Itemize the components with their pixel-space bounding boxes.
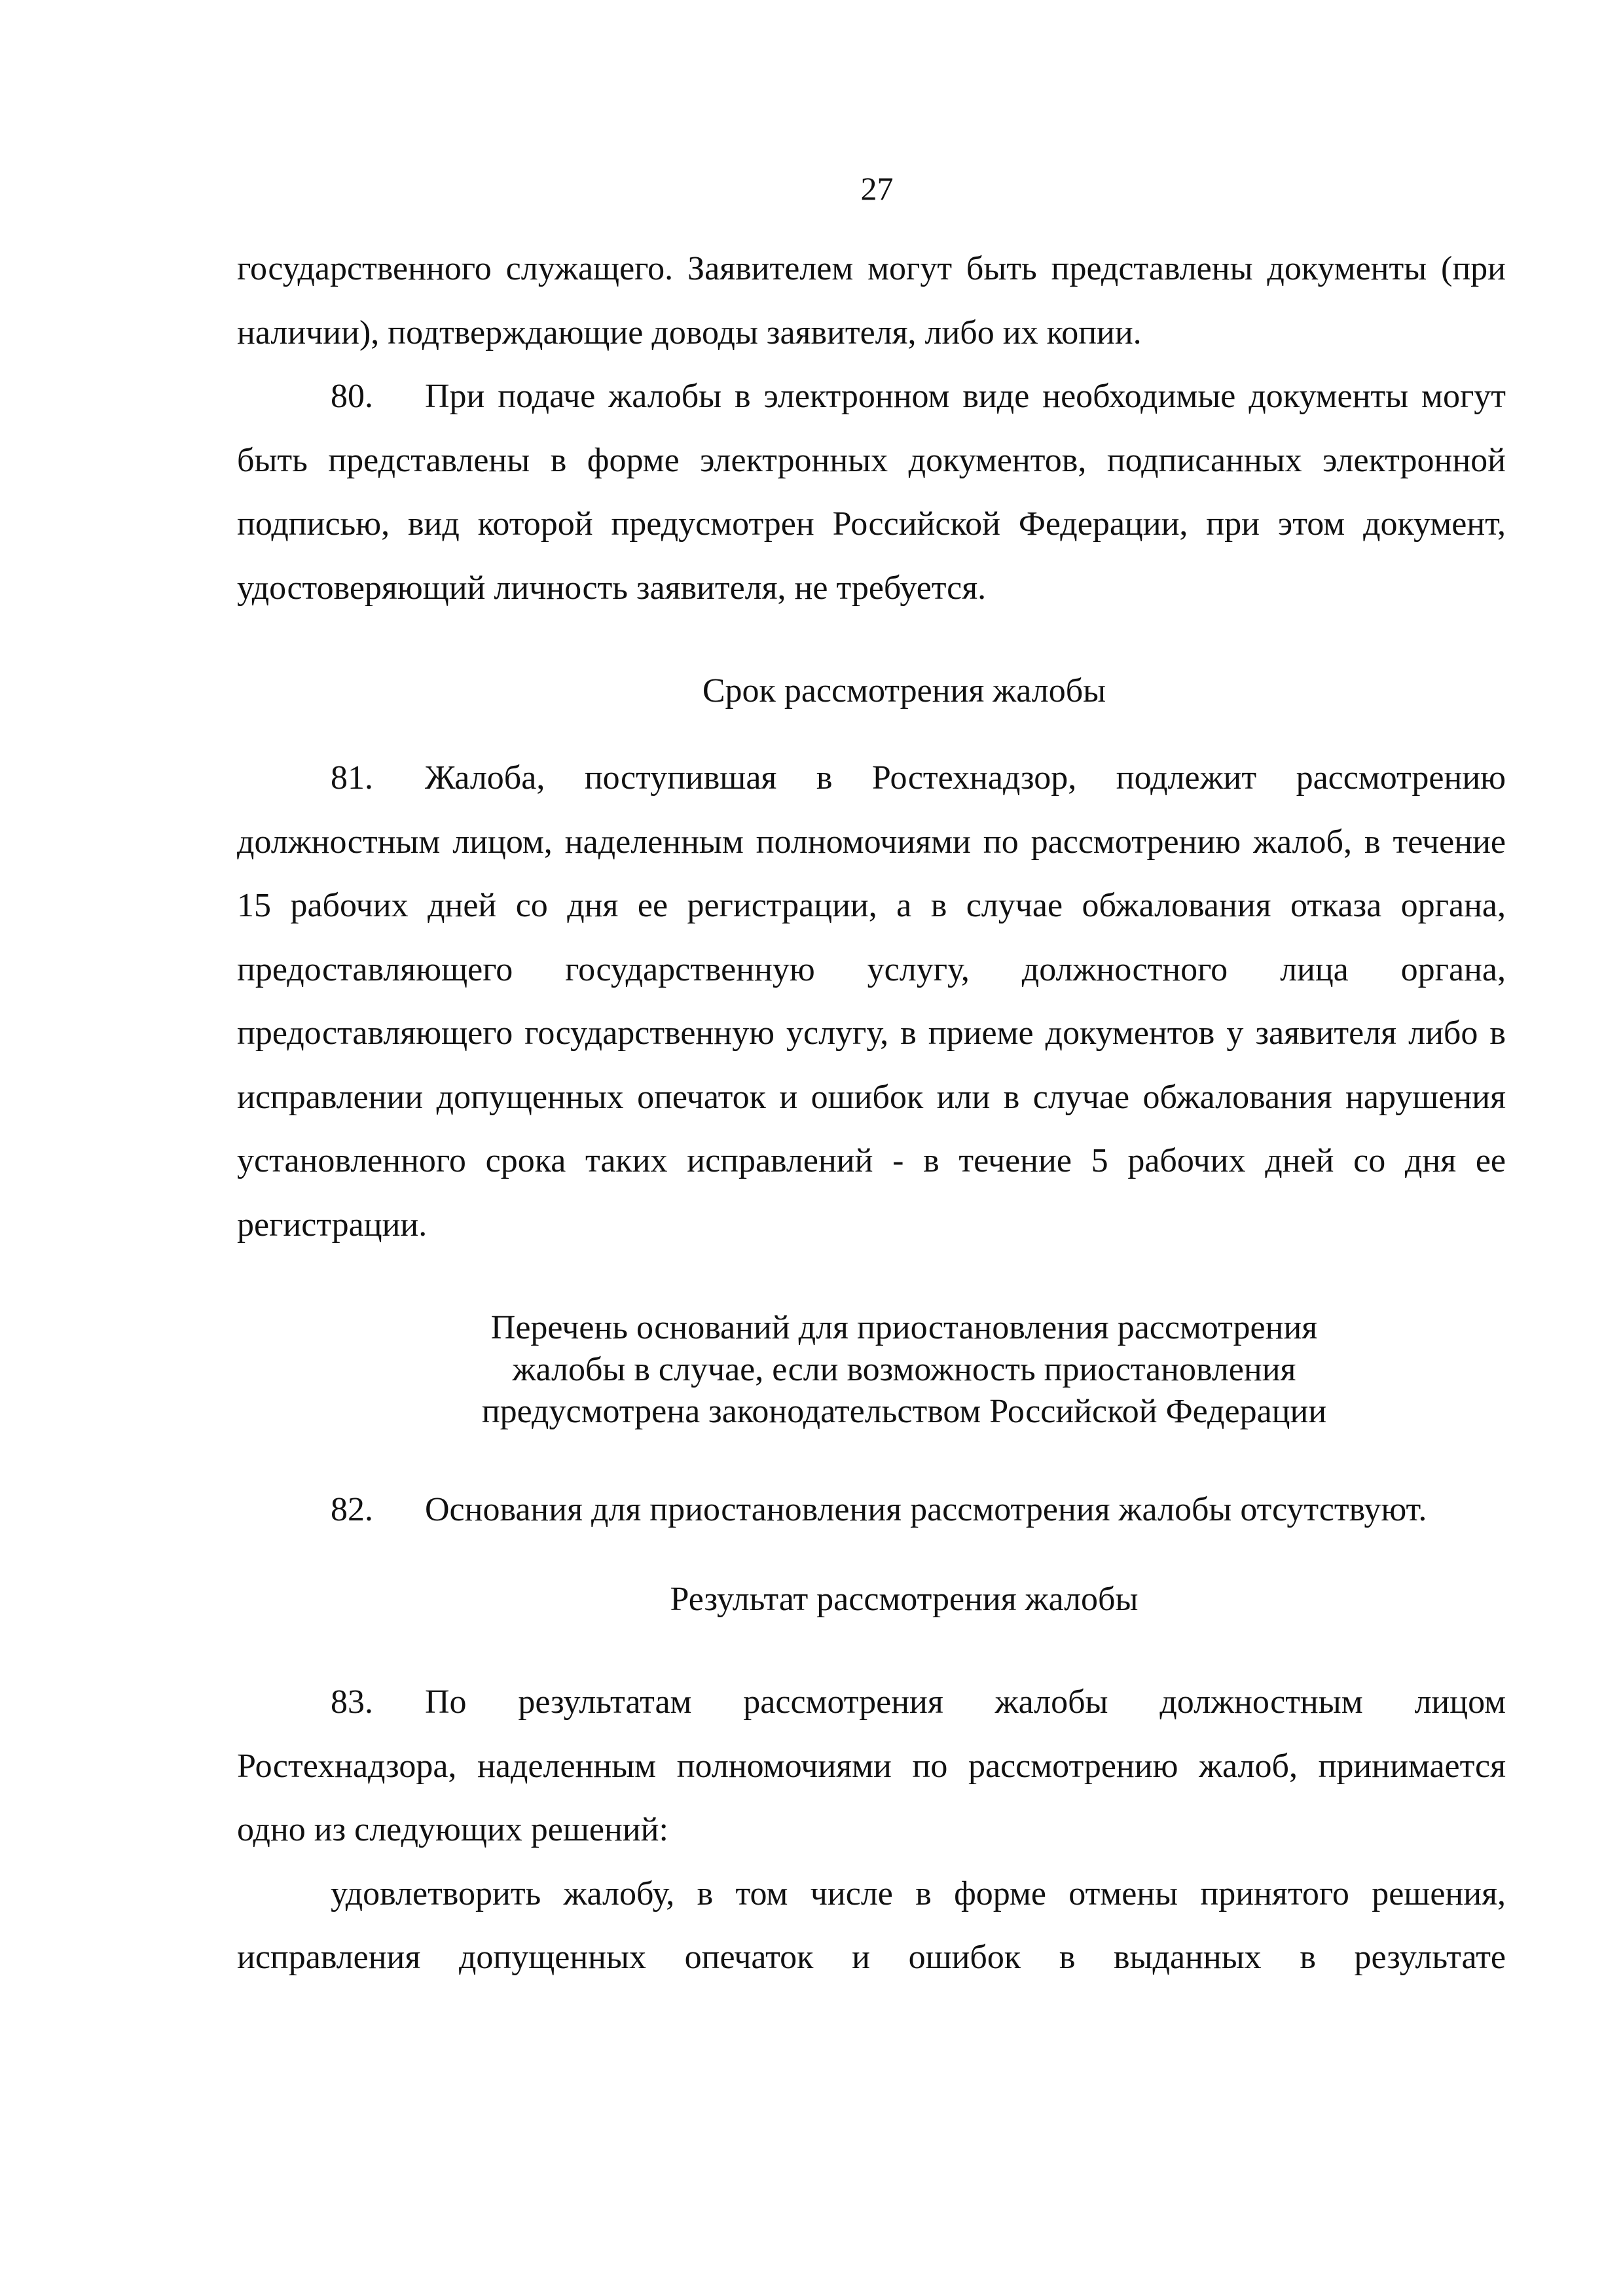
heading-suspension-line-1: Перечень оснований для приостановления рассмотрения: [490, 1309, 1318, 1346]
paragraph-81-number: 81.: [331, 759, 373, 797]
paragraph-satisfy-complaint: удовлетворить жалобу, в том числе в форме отмены принятого решения, исправления допущенных опечаток и ошибок в выданных в результате: [237, 1874, 1506, 1976]
paragraph-83-text: По результатам рассмотрения жалобы должностным лицом Ростехнадзора, наделенным полномочиями по рассмотрению жалоб, принимается одно из следующих решений:: [237, 1683, 1506, 1848]
text-block-top: [237, 237, 1506, 620]
heading-review-result: Результат рассмотрения жалобы: [670, 1581, 1139, 1618]
paragraph-82: [237, 1478, 1506, 1542]
heading-suspension-line-2: жалобы в случае, если возможность приостановления: [512, 1351, 1296, 1388]
page-number: 27: [860, 170, 894, 207]
text-block-81: [237, 746, 1506, 1257]
heading-suspension-grounds: [237, 1307, 1506, 1433]
paragraph-80-text: При подаче жалобы в электронном виде необходимые документы могут быть представлены в форме электронных документов, подписанных электронной подписью, вид которой предусмотрен Российской Федерации, при этом документ, удостоверяющий личность заявителя, не требуется.: [237, 378, 1506, 607]
paragraph-82-text: Основания для приостановления рассмотрения жалобы отсутствуют.: [425, 1491, 1427, 1528]
paragraph-81-text: Жалоба, поступившая в Ростехнадзор, подлежит рассмотрению должностным лицом, наделенным полномочиями по рассмотрению жалоб, в течение 15 рабочих дней со дня ее регистрации, а в случае обжалования отказа органа, предоставляющего государственную услугу, должностного лица органа, предоставляющего государственную услугу, в приеме документов у заявителя либо в исправлении допущенных опечаток и ошибок или в случае обжалования нарушения установленного срока таких исправлений - в течение 5 рабочих дней со дня ее регистрации.: [237, 759, 1506, 1244]
paragraph-81: [237, 746, 1506, 1257]
paragraph-80-number: 80.: [331, 378, 373, 415]
paragraph-continued: государственного служащего. Заявителем могут быть представлены документы (при наличии), подтверждающие доводы заявителя, либо их копии.: [237, 250, 1506, 351]
heading-review-term: Срок рассмотрения жалобы: [702, 672, 1106, 709]
paragraph-80: [237, 365, 1506, 620]
paragraph-82-number: 82.: [331, 1491, 373, 1528]
paragraph-83-number: 83.: [331, 1683, 373, 1721]
paragraph-83: [237, 1670, 1506, 1862]
heading-suspension-line-3: предусмотрена законодательством Российской Федерации: [481, 1393, 1327, 1430]
text-block-82: [237, 1478, 1506, 1542]
text-block-83: [237, 1670, 1506, 1990]
